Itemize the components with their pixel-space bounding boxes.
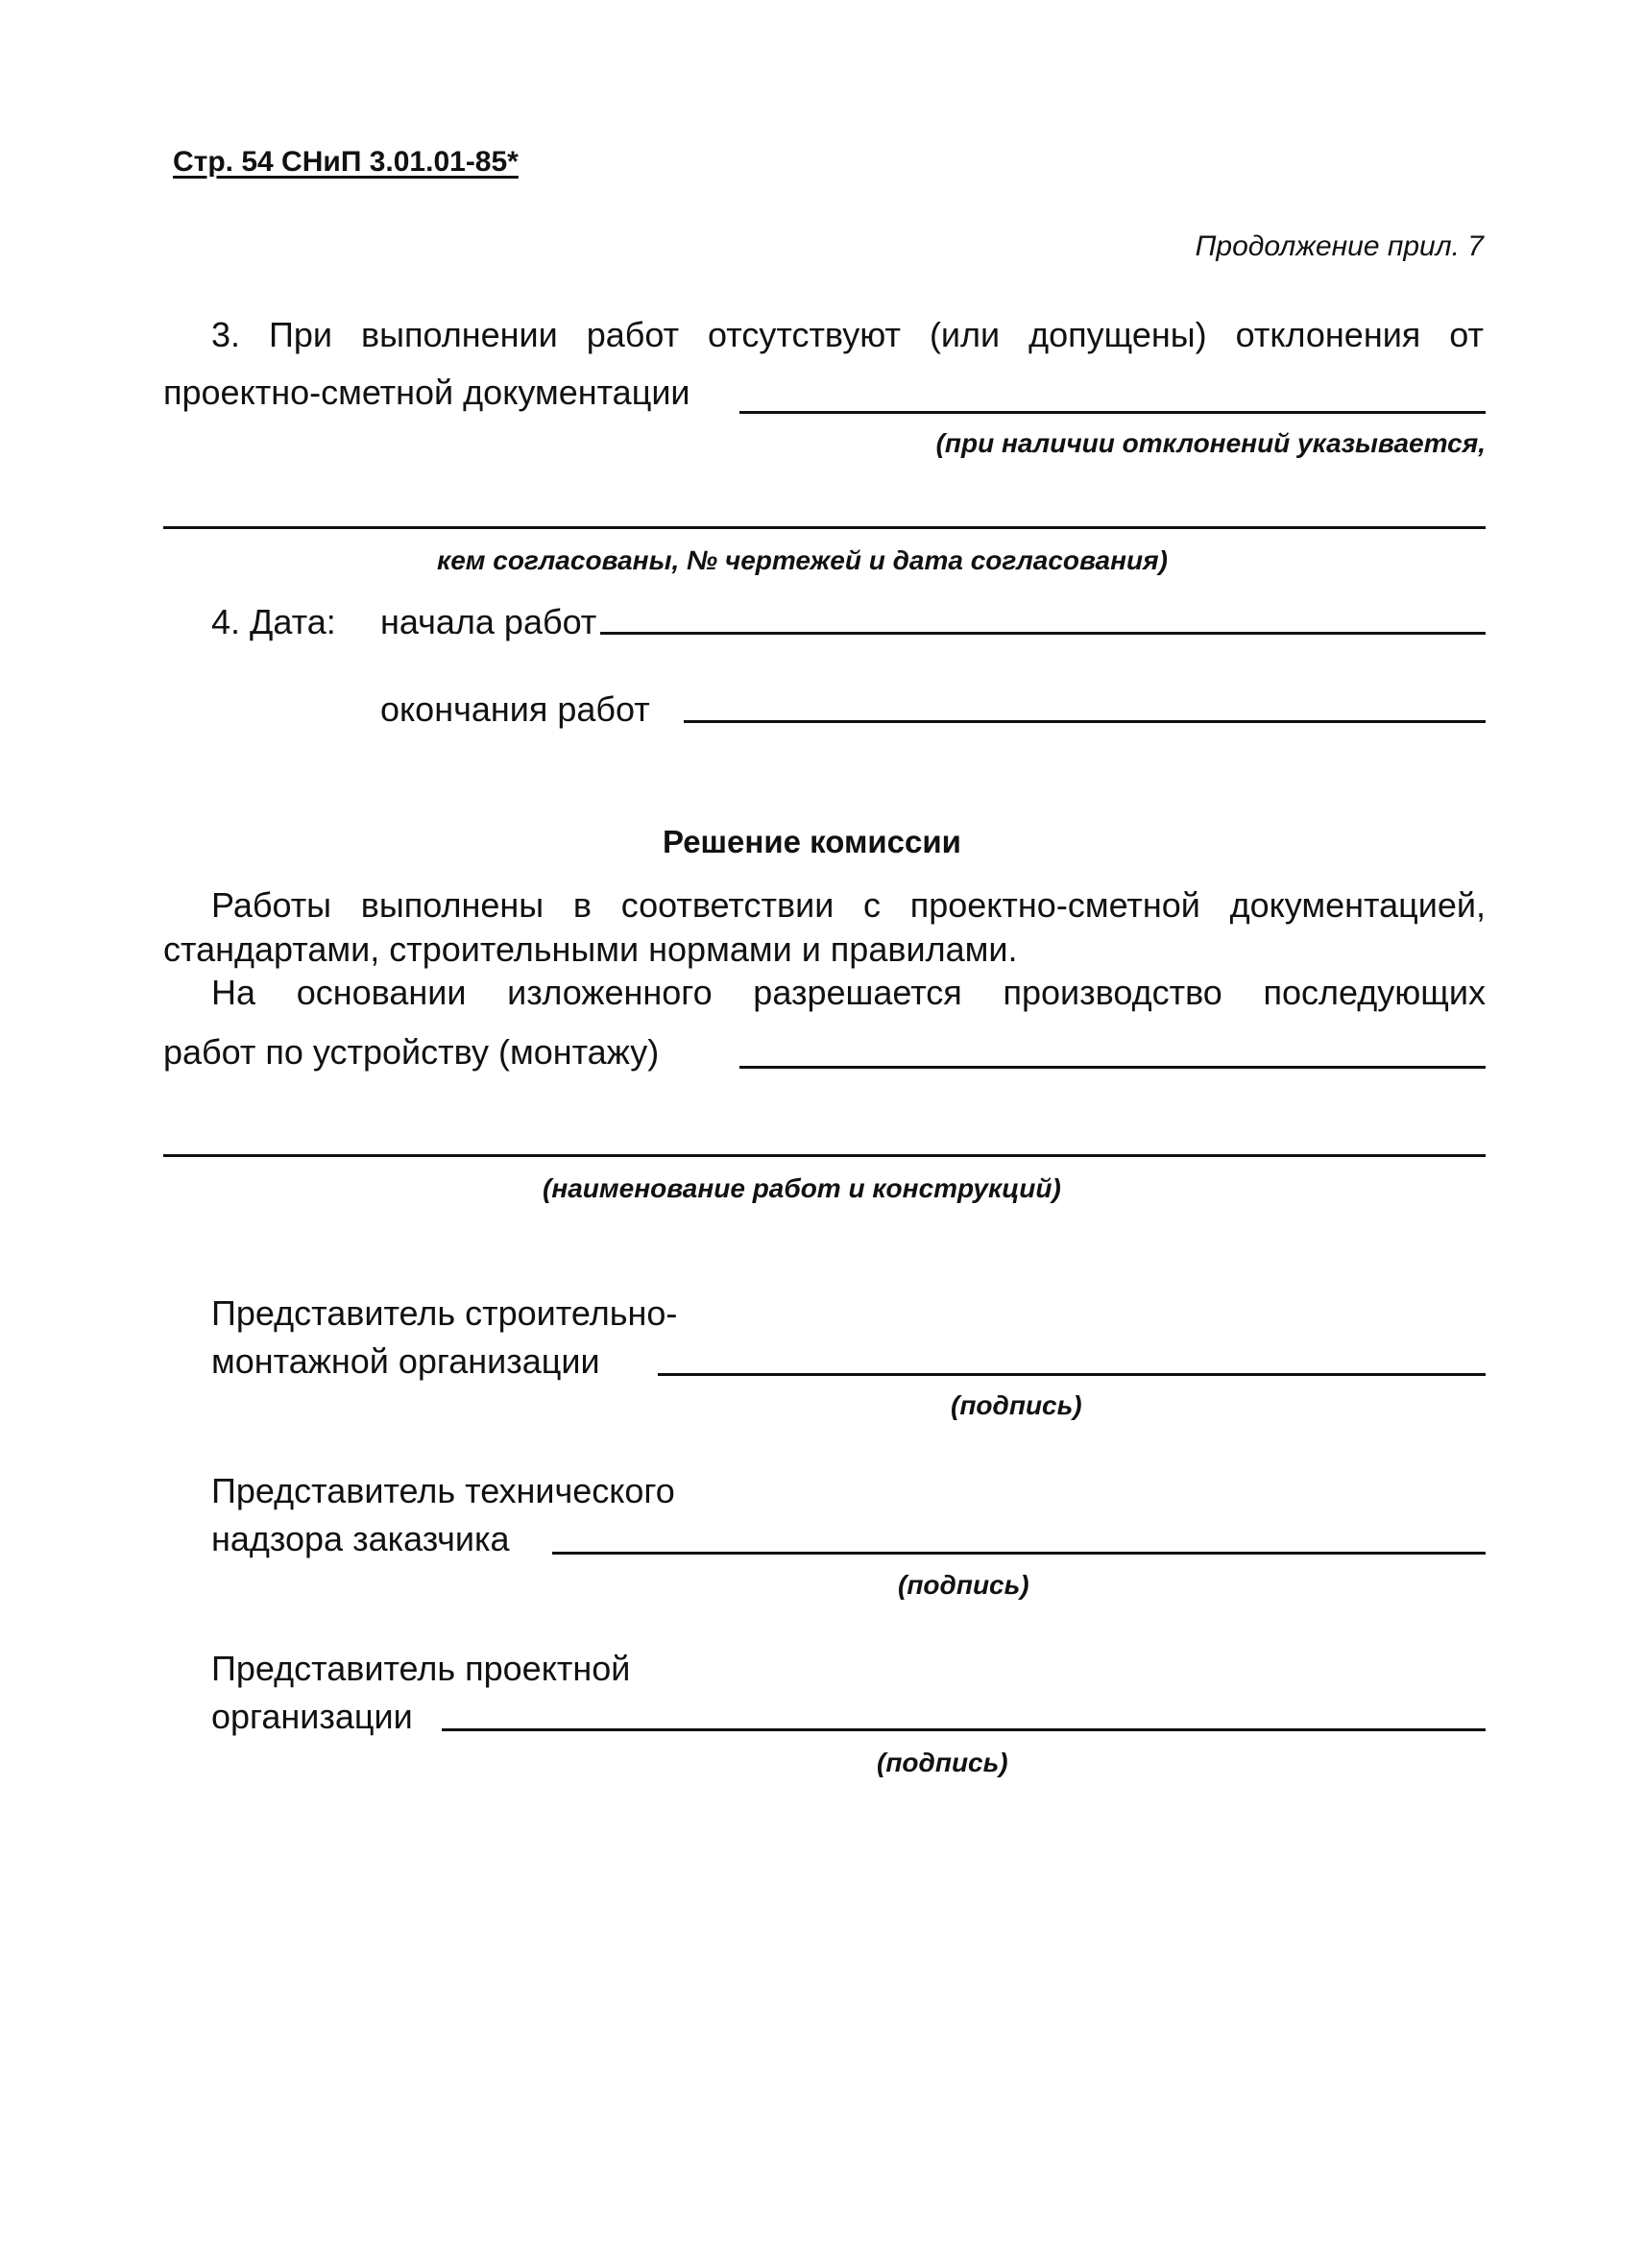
works-field[interactable]	[739, 1066, 1486, 1069]
deviations-field[interactable]	[739, 411, 1486, 414]
signature-1-field[interactable]	[658, 1373, 1486, 1376]
continuation-note: Продолжение прил. 7	[1195, 230, 1484, 262]
signature-1-line2: монтажной организации	[211, 1341, 600, 1381]
works-hint: (наименование работ и конструкций)	[543, 1173, 1061, 1203]
signature-3-line2: организации	[211, 1697, 413, 1736]
start-date-label: начала работ	[380, 602, 597, 641]
end-date-field[interactable]	[684, 720, 1486, 723]
deviations-hint-1: (при наличии отклонений указывается,	[935, 428, 1486, 458]
deviations-hint-2: кем согласованы, № чертежей и дата согласования)	[437, 545, 1168, 575]
section3-line2: проектно-сметной документации	[163, 373, 690, 412]
decision-p2-line1: На основании изложенного разрешается производство последующих	[211, 973, 1486, 1012]
deviations-field-2[interactable]	[163, 526, 1486, 529]
start-date-field[interactable]	[600, 632, 1486, 635]
signature-1-hint: (подпись)	[951, 1390, 1082, 1420]
signature-2-line2: надзора заказчика	[211, 1519, 510, 1558]
decision-p2-line2: работ по устройству (монтажу)	[163, 1032, 660, 1072]
end-date-label: окончания работ	[380, 689, 650, 729]
decision-p1-line1: Работы выполнены в соответствии с проектно-сметной документацией,	[211, 885, 1486, 925]
signature-3-hint: (подпись)	[877, 1748, 1008, 1777]
decision-p1-line2: стандартами, строительными нормами и правилами.	[163, 929, 1018, 969]
signature-2-line1: Представитель технического	[211, 1471, 675, 1510]
dates-label: 4. Дата:	[211, 602, 336, 641]
signature-2-hint: (подпись)	[898, 1570, 1029, 1600]
signature-3-field[interactable]	[442, 1728, 1486, 1731]
decision-title: Решение комиссии	[663, 824, 961, 859]
signature-1-line1: Представитель строительно-	[211, 1293, 678, 1333]
signature-2-field[interactable]	[552, 1552, 1486, 1555]
works-field-2[interactable]	[163, 1154, 1486, 1157]
signature-3-line1: Представитель проектной	[211, 1649, 631, 1688]
page-reference: Стр. 54 СНиП 3.01.01-85*	[173, 146, 519, 178]
section3-line1: 3. При выполнении работ отсутствуют (или допущены) отклонения от	[211, 315, 1484, 354]
